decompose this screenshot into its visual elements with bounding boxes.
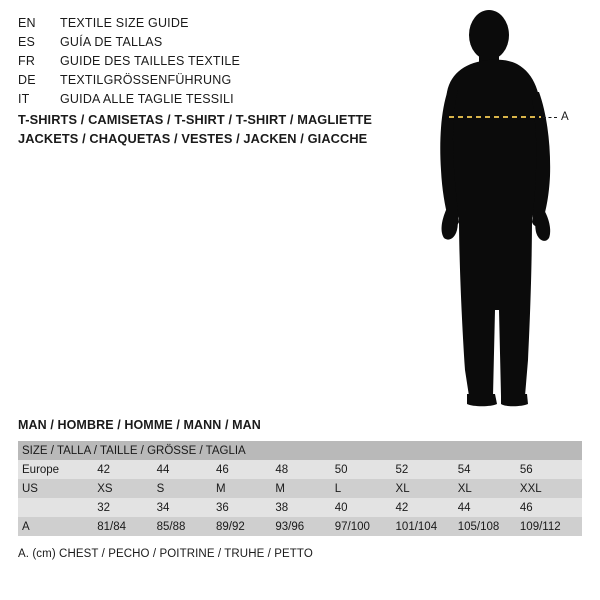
- cell-value: 34: [156, 501, 170, 514]
- language-code: DE: [18, 73, 36, 87]
- cell-value: 50: [334, 463, 348, 476]
- cell-value: 38: [275, 501, 289, 514]
- cell-value: L: [334, 482, 342, 495]
- cell-value: S: [156, 482, 165, 495]
- cell-value: 32: [97, 501, 111, 514]
- language-code: IT: [18, 92, 30, 106]
- cell-value: 105/108: [457, 520, 500, 533]
- table-title: MAN / HOMBRE / HOMME / MANN / MAN: [18, 418, 261, 432]
- table-row: [18, 517, 582, 536]
- cell-value: 81/84: [97, 520, 127, 533]
- measure-leader-line: [543, 117, 557, 118]
- row-label: US: [22, 482, 38, 495]
- cell-value: XL: [395, 482, 410, 495]
- cell-value: 97/100: [334, 520, 370, 533]
- cell-value: 101/104: [395, 520, 438, 533]
- table-header-label: SIZE / TALLA / TAILLE / GRÖSSE / TAGLIA: [22, 444, 246, 457]
- table-row: [18, 460, 582, 479]
- language-row: [18, 54, 358, 73]
- language-code: EN: [18, 16, 36, 30]
- language-text: GUÍA DE TALLAS: [60, 35, 163, 49]
- cell-value: 93/96: [275, 520, 305, 533]
- row-label: Europe: [22, 463, 60, 476]
- cell-value: 56: [519, 463, 533, 476]
- cell-value: 54: [457, 463, 471, 476]
- cell-value: 48: [275, 463, 289, 476]
- language-text: TEXTILGRÖSSENFÜHRUNG: [60, 73, 232, 87]
- language-code: FR: [18, 54, 36, 68]
- cell-value: 42: [97, 463, 111, 476]
- cell-value: 52: [395, 463, 409, 476]
- cell-value: 42: [395, 501, 409, 514]
- cell-value: XXL: [519, 482, 542, 495]
- language-row: [18, 92, 358, 111]
- language-text: GUIDE DES TAILLES TEXTILE: [60, 54, 241, 68]
- cell-value: 89/92: [216, 520, 245, 533]
- cell-value: M: [216, 482, 226, 495]
- figure-area: [415, 10, 595, 410]
- size-table: [18, 441, 582, 536]
- language-text: TEXTILE SIZE GUIDE: [60, 16, 189, 30]
- row-label: A: [22, 520, 30, 533]
- cell-value: 46: [519, 501, 533, 514]
- cell-value: 44: [156, 463, 170, 476]
- category-tshirts: T-SHIRTS / CAMISETAS / T-SHIRT / T-SHIRT / MAGLIETTE: [18, 112, 373, 127]
- cell-value: 44: [457, 501, 471, 514]
- table-header-row: [18, 441, 582, 460]
- language-row: [18, 16, 358, 35]
- male-body-silhouette-icon: [415, 10, 595, 410]
- language-code: ES: [18, 35, 36, 49]
- row-label: [18, 498, 97, 517]
- cell-value: XS: [97, 482, 113, 495]
- footnote: A. (cm) CHEST / PECHO / POITRINE / TRUHE / PETTO: [18, 548, 313, 560]
- language-row: [18, 35, 358, 54]
- cell-value: 36: [216, 501, 229, 514]
- language-list: [18, 16, 358, 111]
- cell-value: 40: [334, 501, 348, 514]
- cell-value: 46: [216, 463, 229, 476]
- language-row: [18, 73, 358, 92]
- table-row: [18, 479, 582, 498]
- language-text: GUIDA ALLE TAGLIE TESSILI: [60, 92, 234, 106]
- cell-value: 109/112: [519, 520, 561, 533]
- table-row: [18, 498, 582, 517]
- measure-label-a: A: [561, 111, 569, 123]
- cell-value: M: [275, 482, 285, 495]
- cell-value: 85/88: [156, 520, 186, 533]
- category-list: [18, 110, 418, 148]
- cell-value: XL: [457, 482, 472, 495]
- category-jackets: JACKETS / CHAQUETAS / VESTES / JACKEN / GIACCHE: [18, 131, 368, 146]
